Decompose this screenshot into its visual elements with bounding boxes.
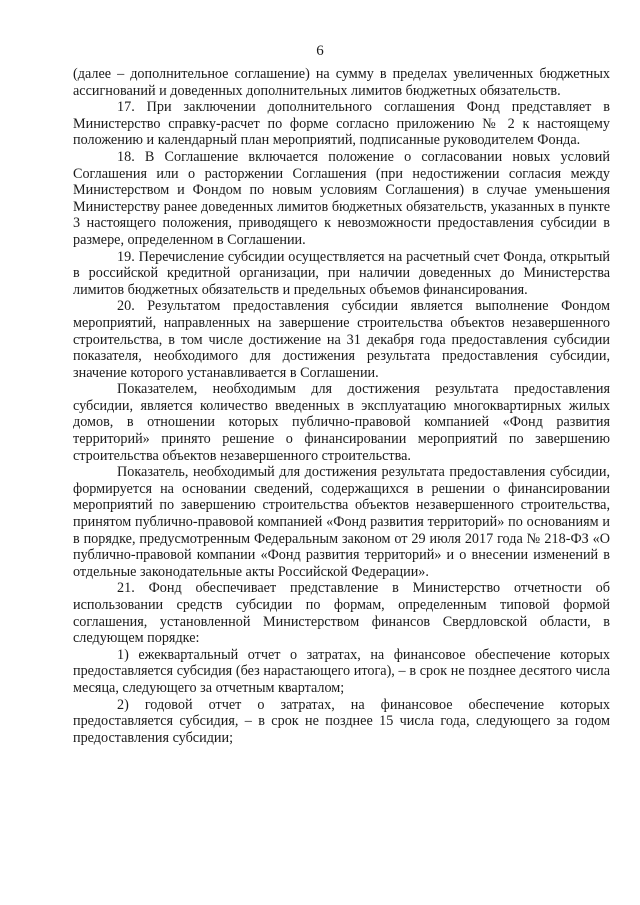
paragraph-continuation: (далее – дополнительное соглашение) на сумму в пределах увеличенных бюджетных ассигнований и доведенных дополнительных лимитов бюджетных обязательств. — [73, 66, 610, 99]
paragraph-indicator-definition: Показателем, необходимым для достижения результата предоставления субсидии, является количество введенных в эксплуатацию многоквартирных жилых домов, в отношении которых публично-правовой компанией «Фонд развития территорий» принято решение о финансировании мероприятий по завершению строительства объектов незавершенного строительства. — [73, 381, 610, 464]
paragraph-item-17: 17. При заключении дополнительного соглашения Фонд представляет в Министерство справку-расчет по форме согласно приложению № 2 к настоящему положению и календарный план мероприятий, подписанные руководителем Фонда. — [73, 99, 610, 149]
paragraph-item-18: 18. В Соглашение включается положение о согласовании новых условий Соглашения или о расторжении Соглашения (при недостижении согласия между Министерством и Фондом по новым условиям Соглашения) в случае уменьшения Министерству ранее доведенных лимитов бюджетных обязательств, указанных в пункте 3 настоящего положения, приводящего к невозможности предоставления субсидии в размере, определенном в Соглашении. — [73, 148, 610, 248]
paragraph-subitem-2: 2) годовой отчет о затратах, на финансовое обеспечение которых предоставляется субсидия, – в срок не позднее 15 числа года, следующего за годом предоставления субсидии; — [73, 696, 610, 746]
paragraph-item-20: 20. Результатом предоставления субсидии является выполнение Фондом мероприятий, направленных на завершение строительства объектов незавершенного строительства, в том числе достижение на 31 декабря года предоставления субсидии показателя, необходимого для достижения результата предоставления субсидии, значение которого устанавливается в Соглашении. — [73, 298, 610, 381]
document-body — [73, 66, 610, 746]
paragraph-item-19: 19. Перечисление субсидии осуществляется на расчетный счет Фонда, открытый в российской кредитной организации, при наличии доведенных до Министерства лимитов бюджетных обязательств и предельных объемов финансирования. — [73, 248, 610, 298]
page-number: 6 — [316, 43, 324, 59]
paragraph-subitem-1: 1) ежеквартальный отчет о затратах, на финансовое обеспечение которых предоставляется субсидия (без нарастающего итога), – в срок не позднее десятого числа месяца, следующего за отчетным кварталом; — [73, 646, 610, 696]
paragraph-indicator-formation: Показатель, необходимый для достижения результата предоставления субсидии, формируется на основании сведений, содержащихся в решении о финансировании мероприятий по завершению строительства объектов незавершенного строительства, принятом публично-правовой компанией «Фонд развития территорий» по основаниям и в порядке, предусмотренным Федеральным законом от 29 июля 2017 года № 218-ФЗ «О публично-правовой компании «Фонд развития территорий» и о внесении изменений в отдельные законодательные акты Российской Федерации». — [73, 464, 610, 580]
paragraph-item-21: 21. Фонд обеспечивает представление в Министерство отчетности об использовании средств субсидии по формам, определенным типовой формой соглашения, установленной Министерством финансов Свердловской области, в следующем порядке: — [73, 580, 610, 647]
